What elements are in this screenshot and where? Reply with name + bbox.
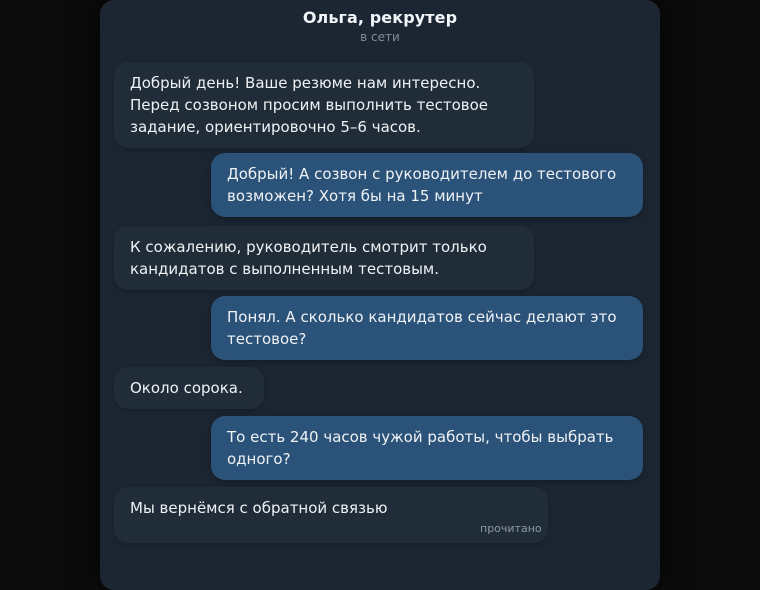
- message-text: Около сорока.: [130, 379, 243, 397]
- message-text: Добрый! А созвон с руководителем до тестового возможен? Хотя бы на 15 минут: [227, 165, 617, 205]
- message-text: К сожалению, руководитель смотрит только кандидатов с выполненным тестовым.: [130, 238, 487, 278]
- message-outgoing: [211, 296, 643, 360]
- message-outgoing: [211, 153, 643, 217]
- message-text: То есть 240 часов чужой работы, чтобы выбрать одного?: [227, 428, 614, 468]
- message-outgoing: [211, 416, 643, 480]
- message-incoming: [114, 367, 264, 409]
- message-text: Понял. А сколько кандидатов сейчас делают это тестовое?: [227, 308, 617, 348]
- chat-header[interactable]: [100, 0, 660, 54]
- message-incoming: [114, 62, 534, 148]
- message-text: Мы вернёмся с обратной связью: [130, 499, 388, 517]
- online-status: в сети: [360, 30, 400, 44]
- read-receipt: прочитано: [480, 522, 542, 535]
- message-incoming: [114, 226, 534, 290]
- message-text: Добрый день! Ваше резюме нам интересно. Перед созвоном просим выполнить тестовое задание, ориентировочно 5–6 часов.: [130, 74, 489, 136]
- contact-name: Ольга, рекрутер: [302, 8, 458, 27]
- chat-window: [100, 0, 660, 590]
